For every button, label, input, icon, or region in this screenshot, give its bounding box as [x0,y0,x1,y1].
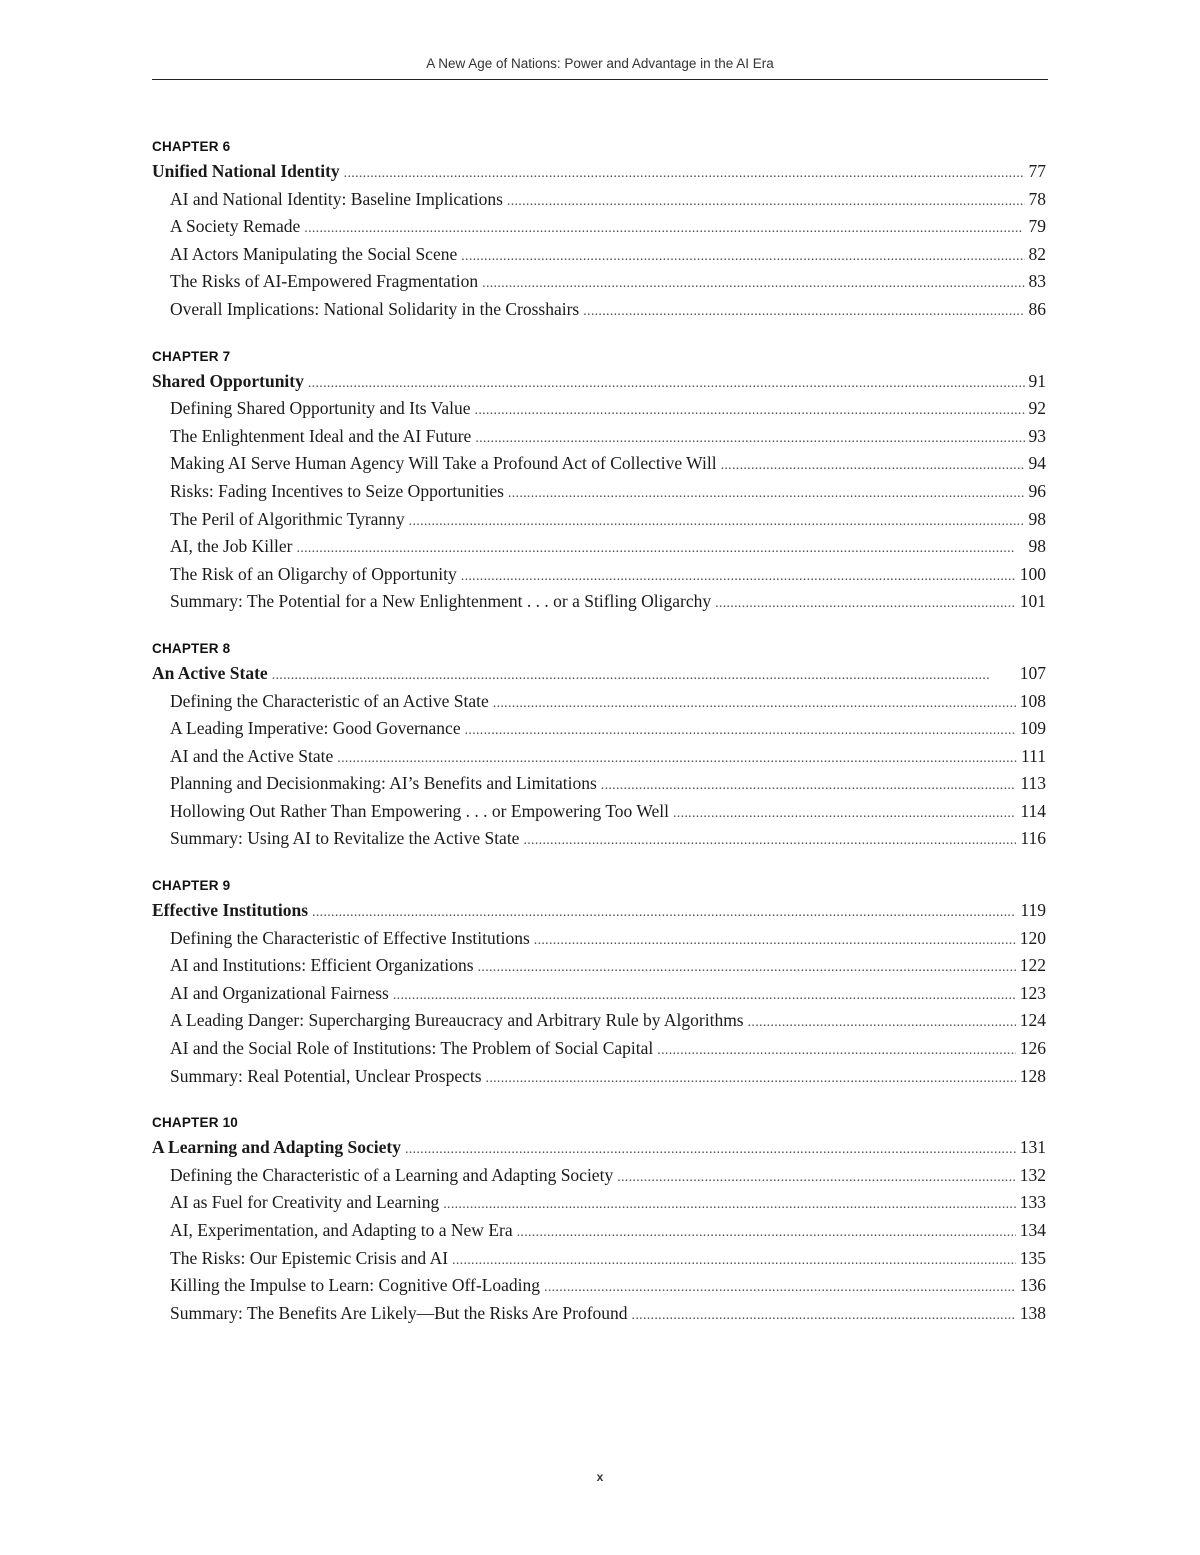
section-entry[interactable] [152,478,1046,506]
section-title: Summary: Real Potential, Unclear Prospects [170,1065,482,1086]
chapter-label: CHAPTER 10 [152,1115,239,1131]
dot-leader [544,1274,1016,1302]
section-entry[interactable] [152,296,1046,324]
section-entry[interactable] [152,925,1046,953]
section-title: The Risks of AI-Empowered Fragmentation [170,271,479,292]
dot-leader [465,717,1016,745]
page-reference: 86 [1028,298,1046,319]
section-entry[interactable] [152,561,1046,589]
chapter-label: CHAPTER 9 [152,878,231,894]
page-reference: 138 [1019,1302,1046,1323]
section-title: Summary: The Potential for a New Enlightenment . . . or a Stifling Oligarchy [170,591,712,612]
dot-leader [452,1247,1016,1275]
dot-leader [393,982,1016,1010]
dot-leader [657,1037,1015,1065]
chapter-entry[interactable] [152,660,1046,688]
section-entry[interactable] [152,798,1046,826]
page-reference: 109 [1019,718,1046,739]
section-entry[interactable] [152,1245,1046,1273]
page-reference: 77 [1028,161,1046,181]
page-reference: 132 [1019,1164,1046,1185]
section-entry[interactable] [152,588,1046,616]
page-reference: 113 [1020,773,1046,794]
chapter-entry[interactable] [152,1134,1046,1162]
section-entry[interactable] [152,743,1046,771]
page-reference: 119 [1020,900,1046,921]
page-reference: 78 [1028,188,1046,209]
dot-leader [312,899,1016,927]
section-entry[interactable] [152,268,1046,296]
page-reference: 101 [1019,591,1046,612]
page-reference: 98 [1028,508,1046,529]
page-reference: 123 [1019,982,1046,1003]
section-title: Killing the Impulse to Learn: Cognitive Off-Loading [170,1275,541,1296]
table-of-contents [152,136,1046,1349]
dot-leader [443,1191,1016,1219]
page-reference: 131 [1019,1137,1046,1158]
page-reference: 126 [1019,1038,1046,1059]
page-reference: 135 [1019,1247,1046,1268]
chapter-label: CHAPTER 8 [152,640,231,656]
section-title: AI and the Active State [170,745,334,766]
section-title: Making AI Serve Human Agency Will Take a Profound Act of Collective Will [170,453,717,474]
section-entry[interactable] [152,770,1046,798]
chapter-block [152,346,1046,616]
dot-leader [344,160,1025,188]
page-reference: 111 [1021,745,1046,766]
section-title: The Risk of an Oligarchy of Opportunity [170,563,457,584]
dot-leader [461,563,1016,591]
section-entry[interactable] [152,825,1046,853]
running-head: A New Age of Nations: Power and Advantage in the AI Era [426,56,774,71]
dot-leader [478,954,1016,982]
dot-leader [272,662,1016,690]
page-reference: 96 [1028,480,1046,501]
dot-leader [308,370,1025,398]
section-title: AI and National Identity: Baseline Implications [170,188,503,209]
dot-leader [405,1136,1016,1164]
section-entry[interactable] [152,533,1046,561]
page-reference: 93 [1028,425,1046,446]
chapter-title: Shared Opportunity [152,370,304,391]
dot-leader [617,1164,1016,1192]
section-entry[interactable] [152,1162,1046,1190]
section-entry[interactable] [152,1300,1046,1328]
section-entry[interactable] [152,450,1046,478]
chapter-entry[interactable] [152,158,1046,186]
chapter-entry[interactable] [152,897,1046,925]
section-entry[interactable] [152,1189,1046,1217]
dot-leader [748,1009,1016,1037]
page-reference: 92 [1028,398,1046,419]
dot-leader [601,772,1017,800]
section-entry[interactable] [152,1035,1046,1063]
section-title: Overall Implications: National Solidarity in the Crosshairs [170,298,580,319]
section-title: A Leading Imperative: Good Governance [170,718,461,739]
section-title: Defining Shared Opportunity and Its Value [170,398,471,419]
section-entry[interactable] [152,688,1046,716]
section-title: Risks: Fading Incentives to Seize Opportunities [170,480,504,501]
page-reference: 120 [1019,927,1046,948]
dot-leader [482,270,1024,298]
section-title: Summary: Using AI to Revitalize the Active State [170,828,520,849]
section-entry[interactable] [152,213,1046,241]
dot-leader [583,298,1024,326]
page-reference: 124 [1019,1010,1046,1031]
section-title: AI, the Job Killer [170,536,293,557]
page-reference: 98 [1028,536,1046,557]
dot-leader [493,690,1016,718]
section-title: A Leading Danger: Supercharging Bureaucracy and Arbitrary Rule by Algorithms [170,1010,744,1031]
page-reference: 128 [1019,1065,1046,1086]
page-reference: 134 [1019,1220,1046,1240]
dot-leader [475,425,1024,453]
dot-leader [409,508,1025,536]
section-title: AI and Organizational Fairness [170,982,389,1003]
section-title: Defining the Characteristic of an Active State [170,690,489,711]
chapter-title: A Learning and Adapting Society [152,1137,401,1158]
page-reference: 133 [1019,1192,1046,1213]
dot-leader [507,188,1025,216]
section-title: Defining the Characteristic of a Learning and Adapting Society [170,1164,614,1185]
section-entry[interactable] [152,980,1046,1008]
page-reference: 83 [1028,271,1046,292]
page-reference: 122 [1019,955,1046,976]
section-entry[interactable] [152,241,1046,269]
section-entry[interactable] [152,186,1046,214]
section-entry[interactable] [152,423,1046,451]
dot-leader [523,827,1016,855]
page-reference: 108 [1019,690,1046,711]
page-number: x [596,1470,604,1484]
section-title: The Peril of Algorithmic Tyranny [170,508,405,529]
chapter-label: CHAPTER 7 [152,348,231,364]
section-title: Defining the Characteristic of Effective Institutions [170,927,530,948]
section-title: AI and the Social Role of Institutions: The Problem of Social Capital [170,1038,654,1059]
page-reference: 79 [1028,216,1046,237]
chapter-title: An Active State [152,662,268,683]
page-reference: 107 [1019,662,1046,683]
chapter-title: Unified National Identity [152,161,340,181]
dot-leader [337,745,1017,773]
page-reference: 116 [1020,828,1046,849]
page-reference: 82 [1028,243,1046,264]
section-title: AI Actors Manipulating the Social Scene [170,243,458,264]
dot-leader [486,1065,1016,1093]
section-title: Summary: The Benefits Are Likely—But the Risks Are Profound [170,1302,628,1323]
section-entry[interactable] [152,1272,1046,1300]
dot-leader [461,243,1024,271]
section-title: The Risks: Our Epistemic Crisis and AI [170,1247,449,1268]
section-title: AI as Fuel for Creativity and Learning [170,1192,440,1213]
dot-leader [508,480,1025,508]
chapter-block [152,875,1046,1090]
dot-leader [721,452,1025,480]
chapter-label: CHAPTER 6 [152,139,231,154]
section-entry[interactable] [152,395,1046,423]
chapter-entry[interactable] [152,368,1046,396]
dot-leader [296,535,1024,563]
section-title: The Enlightenment Ideal and the AI Future [170,425,472,446]
dot-leader [632,1302,1016,1330]
chapter-block [152,1112,1046,1327]
section-title: Planning and Decisionmaking: AI’s Benefits and Limitations [170,773,597,794]
section-entry[interactable] [152,715,1046,743]
dot-leader [517,1219,1016,1247]
dot-leader [715,590,1016,618]
section-title: A Society Remade [170,216,301,237]
chapter-block [152,638,1046,853]
chapter-title: Effective Institutions [152,900,309,921]
section-title: Hollowing Out Rather Than Empowering . . . or Empowering Too Well [170,800,669,821]
page-reference: 136 [1019,1275,1046,1296]
header-rule [152,79,1048,80]
page-reference: 91 [1028,370,1046,391]
section-entry[interactable] [152,952,1046,980]
section-title: AI and Institutions: Efficient Organizations [170,955,474,976]
section-title: AI, Experimentation, and Adapting to a New Era [170,1220,513,1240]
dot-leader [475,397,1025,425]
dot-leader [304,215,1024,243]
page-reference: 100 [1019,563,1046,584]
chapter-block [152,136,1046,324]
section-entry[interactable] [152,1217,1046,1245]
section-entry[interactable] [152,1007,1046,1035]
section-entry[interactable] [152,506,1046,534]
dot-leader [673,800,1016,828]
section-entry[interactable] [152,1063,1046,1091]
page-reference: 114 [1020,800,1046,821]
page-reference: 94 [1028,453,1046,474]
dot-leader [534,927,1016,955]
